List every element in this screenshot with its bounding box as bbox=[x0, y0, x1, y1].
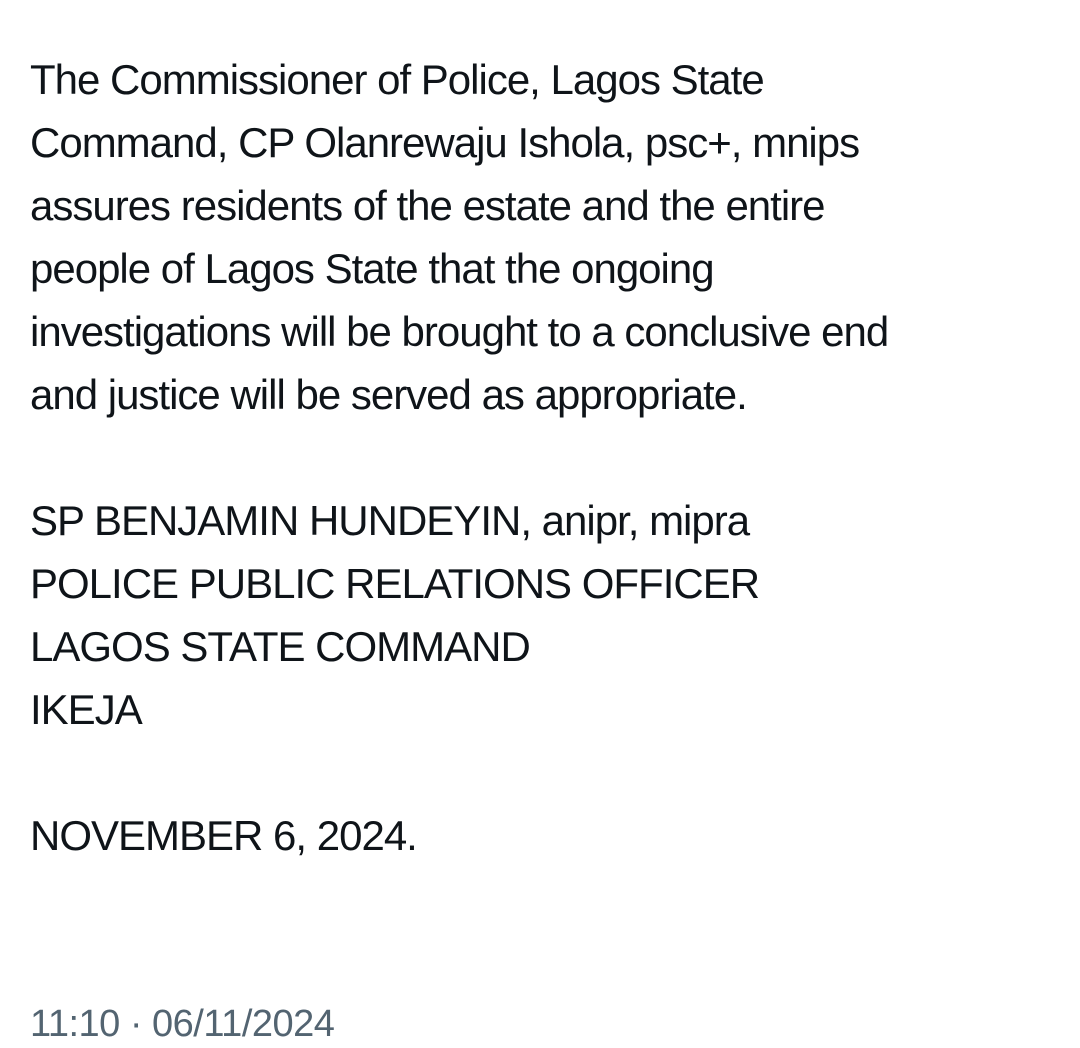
tweet-text-line: investigations will be brought to a conclusive end bbox=[30, 308, 889, 355]
tweet-paragraph-date bbox=[30, 804, 1052, 867]
tweet-text-line: SP BENJAMIN HUNDEYIN, anipr, mipra bbox=[30, 497, 750, 544]
tweet-text-line: LAGOS STATE COMMAND bbox=[30, 623, 530, 670]
tweet-text-line: Command, CP Olanrewaju Ishola, psc+, mnips bbox=[30, 119, 860, 166]
tweet-text-line: NOVEMBER 6, 2024. bbox=[30, 812, 417, 859]
tweet-paragraph-statement bbox=[30, 48, 1052, 426]
tweet-text-line: assures residents of the estate and the entire bbox=[30, 182, 825, 229]
tweet-text bbox=[30, 48, 1052, 867]
tweet-text-line: and justice will be served as appropriate. bbox=[30, 371, 747, 418]
tweet-text-line: The Commissioner of Police, Lagos State bbox=[30, 56, 764, 103]
tweet-timestamp-link[interactable]: 11:10 · 06/11/2024 bbox=[30, 1003, 335, 1045]
tweet-text-line: people of Lagos State that the ongoing bbox=[30, 245, 714, 292]
tweet-text-line: IKEJA bbox=[30, 686, 142, 733]
tweet-paragraph-signature bbox=[30, 489, 1052, 741]
tweet-text-line: POLICE PUBLIC RELATIONS OFFICER bbox=[30, 560, 760, 607]
